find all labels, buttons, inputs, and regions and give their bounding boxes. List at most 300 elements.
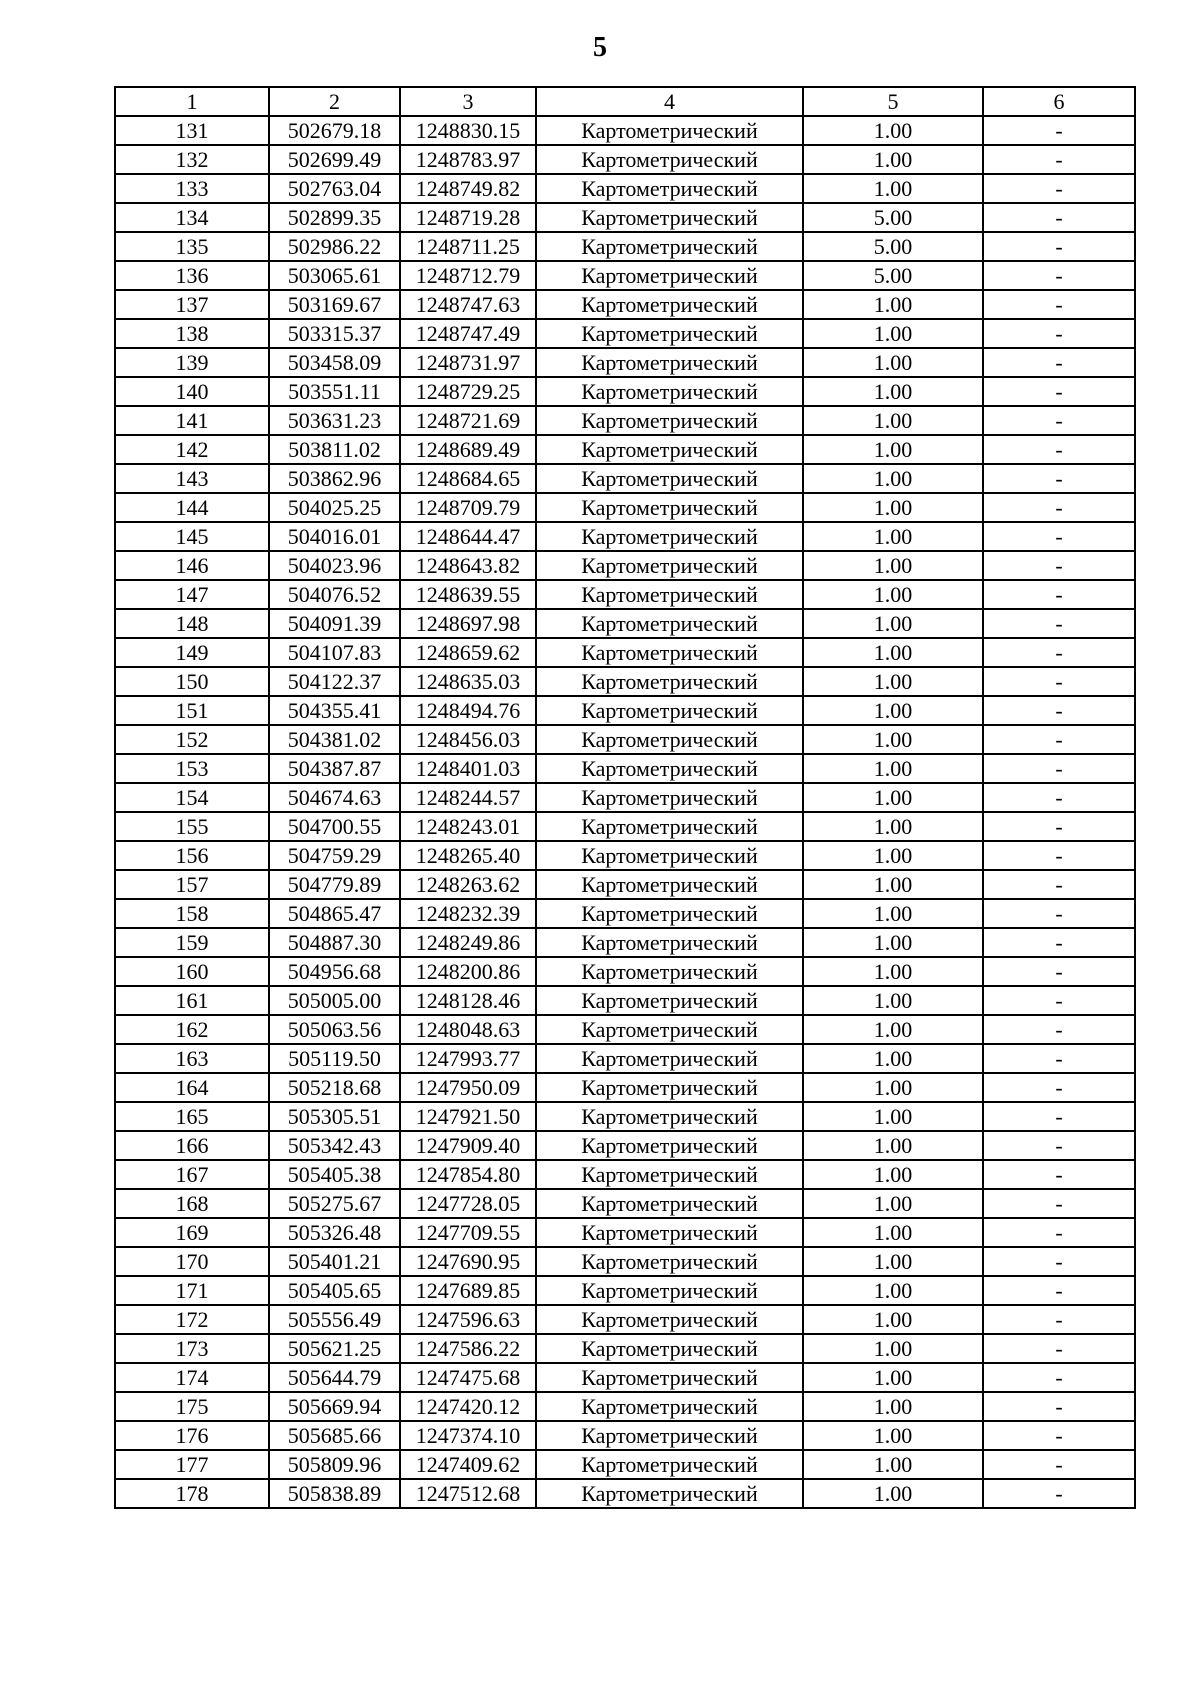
table-row	[115, 1305, 1135, 1334]
x-coordinate-cell: 504887.30	[269, 928, 400, 957]
accuracy-cell: 1.00	[803, 116, 983, 145]
note-cell: -	[983, 957, 1135, 986]
table-row	[115, 406, 1135, 435]
y-coordinate-cell: 1248401.03	[400, 754, 536, 783]
table-row	[115, 696, 1135, 725]
accuracy-cell: 1.00	[803, 377, 983, 406]
y-coordinate-cell: 1248697.98	[400, 609, 536, 638]
accuracy-cell: 1.00	[803, 1218, 983, 1247]
x-coordinate-cell: 504025.25	[269, 493, 400, 522]
note-cell: -	[983, 812, 1135, 841]
method-cell: Картометрический	[536, 435, 803, 464]
table-row	[115, 1363, 1135, 1392]
note-cell: -	[983, 783, 1135, 812]
y-coordinate-cell: 1247690.95	[400, 1247, 536, 1276]
table-row	[115, 725, 1135, 754]
table-row	[115, 1479, 1135, 1508]
method-cell: Картометрический	[536, 1363, 803, 1392]
y-coordinate-cell: 1248456.03	[400, 725, 536, 754]
x-coordinate-cell: 504381.02	[269, 725, 400, 754]
point-number-cell: 154	[115, 783, 269, 812]
x-coordinate-cell: 504076.52	[269, 580, 400, 609]
y-coordinate-cell: 1248244.57	[400, 783, 536, 812]
y-coordinate-cell: 1248689.49	[400, 435, 536, 464]
y-coordinate-cell: 1248721.69	[400, 406, 536, 435]
point-number-cell: 144	[115, 493, 269, 522]
method-cell: Картометрический	[536, 1334, 803, 1363]
accuracy-cell: 1.00	[803, 464, 983, 493]
table-row	[115, 870, 1135, 899]
note-cell: -	[983, 1102, 1135, 1131]
note-cell: -	[983, 580, 1135, 609]
table-row	[115, 261, 1135, 290]
point-number-cell: 146	[115, 551, 269, 580]
note-cell: -	[983, 1189, 1135, 1218]
accuracy-cell: 1.00	[803, 667, 983, 696]
method-cell: Картометрический	[536, 1392, 803, 1421]
x-coordinate-cell: 505218.68	[269, 1073, 400, 1102]
x-coordinate-cell: 505838.89	[269, 1479, 400, 1508]
table-row	[115, 841, 1135, 870]
table-row	[115, 493, 1135, 522]
accuracy-cell: 1.00	[803, 870, 983, 899]
note-cell: -	[983, 1131, 1135, 1160]
method-cell: Картометрический	[536, 783, 803, 812]
x-coordinate-cell: 504122.37	[269, 667, 400, 696]
method-cell: Картометрический	[536, 667, 803, 696]
y-coordinate-cell: 1248249.86	[400, 928, 536, 957]
table-row	[115, 1044, 1135, 1073]
table-row	[115, 348, 1135, 377]
point-number-cell: 163	[115, 1044, 269, 1073]
y-coordinate-cell: 1247993.77	[400, 1044, 536, 1073]
table-row	[115, 580, 1135, 609]
method-cell: Картометрический	[536, 1421, 803, 1450]
point-number-cell: 147	[115, 580, 269, 609]
point-number-cell: 152	[115, 725, 269, 754]
note-cell: -	[983, 348, 1135, 377]
table-row	[115, 986, 1135, 1015]
x-coordinate-cell: 503631.23	[269, 406, 400, 435]
y-coordinate-cell: 1247409.62	[400, 1450, 536, 1479]
y-coordinate-cell: 1248263.62	[400, 870, 536, 899]
method-cell: Картометрический	[536, 348, 803, 377]
note-cell: -	[983, 1334, 1135, 1363]
point-number-cell: 167	[115, 1160, 269, 1189]
table-row	[115, 1334, 1135, 1363]
accuracy-cell: 1.00	[803, 754, 983, 783]
x-coordinate-cell: 505119.50	[269, 1044, 400, 1073]
point-number-cell: 177	[115, 1450, 269, 1479]
method-cell: Картометрический	[536, 899, 803, 928]
point-number-cell: 168	[115, 1189, 269, 1218]
coordinates-table	[114, 86, 1136, 1509]
accuracy-cell: 1.00	[803, 551, 983, 580]
y-coordinate-cell: 1248232.39	[400, 899, 536, 928]
method-cell: Картометрический	[536, 261, 803, 290]
point-number-cell: 149	[115, 638, 269, 667]
x-coordinate-cell: 505305.51	[269, 1102, 400, 1131]
accuracy-cell: 1.00	[803, 899, 983, 928]
table-row	[115, 1247, 1135, 1276]
table-row	[115, 435, 1135, 464]
table-row	[115, 1160, 1135, 1189]
accuracy-cell: 1.00	[803, 1247, 983, 1276]
accuracy-cell: 1.00	[803, 1363, 983, 1392]
method-cell: Картометрический	[536, 725, 803, 754]
y-coordinate-cell: 1248494.76	[400, 696, 536, 725]
accuracy-cell: 1.00	[803, 812, 983, 841]
y-coordinate-cell: 1247374.10	[400, 1421, 536, 1450]
point-number-cell: 132	[115, 145, 269, 174]
method-cell: Картометрический	[536, 551, 803, 580]
method-cell: Картометрический	[536, 203, 803, 232]
note-cell: -	[983, 261, 1135, 290]
point-number-cell: 140	[115, 377, 269, 406]
x-coordinate-cell: 505275.67	[269, 1189, 400, 1218]
point-number-cell: 159	[115, 928, 269, 957]
point-number-cell: 164	[115, 1073, 269, 1102]
table-row	[115, 667, 1135, 696]
accuracy-cell: 1.00	[803, 290, 983, 319]
note-cell: -	[983, 522, 1135, 551]
table-row	[115, 1421, 1135, 1450]
x-coordinate-cell: 505063.56	[269, 1015, 400, 1044]
accuracy-cell: 1.00	[803, 493, 983, 522]
point-number-cell: 174	[115, 1363, 269, 1392]
accuracy-cell: 1.00	[803, 1334, 983, 1363]
point-number-cell: 171	[115, 1276, 269, 1305]
note-cell: -	[983, 464, 1135, 493]
y-coordinate-cell: 1248048.63	[400, 1015, 536, 1044]
note-cell: -	[983, 232, 1135, 261]
accuracy-cell: 1.00	[803, 1392, 983, 1421]
table-row	[115, 290, 1135, 319]
x-coordinate-cell: 502679.18	[269, 116, 400, 145]
y-coordinate-cell: 1248243.01	[400, 812, 536, 841]
method-cell: Картометрический	[536, 957, 803, 986]
method-cell: Картометрический	[536, 986, 803, 1015]
y-coordinate-cell: 1248639.55	[400, 580, 536, 609]
method-cell: Картометрический	[536, 754, 803, 783]
y-coordinate-cell: 1248747.63	[400, 290, 536, 319]
method-cell: Картометрический	[536, 1247, 803, 1276]
x-coordinate-cell: 504865.47	[269, 899, 400, 928]
note-cell: -	[983, 493, 1135, 522]
method-cell: Картометрический	[536, 870, 803, 899]
y-coordinate-cell: 1248711.25	[400, 232, 536, 261]
table-row	[115, 783, 1135, 812]
accuracy-cell: 1.00	[803, 1305, 983, 1334]
accuracy-cell: 1.00	[803, 1276, 983, 1305]
accuracy-cell: 1.00	[803, 1421, 983, 1450]
method-cell: Картометрический	[536, 1102, 803, 1131]
point-number-cell: 138	[115, 319, 269, 348]
method-cell: Картометрический	[536, 1044, 803, 1073]
table-row	[115, 1131, 1135, 1160]
accuracy-cell: 1.00	[803, 174, 983, 203]
note-cell: -	[983, 1073, 1135, 1102]
header-cell: 4	[536, 87, 803, 116]
table-row	[115, 899, 1135, 928]
method-cell: Картометрический	[536, 319, 803, 348]
table-row	[115, 145, 1135, 174]
note-cell: -	[983, 203, 1135, 232]
y-coordinate-cell: 1248200.86	[400, 957, 536, 986]
x-coordinate-cell: 502763.04	[269, 174, 400, 203]
table-row	[115, 638, 1135, 667]
method-cell: Картометрический	[536, 928, 803, 957]
method-cell: Картометрический	[536, 609, 803, 638]
point-number-cell: 176	[115, 1421, 269, 1450]
note-cell: -	[983, 406, 1135, 435]
y-coordinate-cell: 1247586.22	[400, 1334, 536, 1363]
note-cell: -	[983, 1450, 1135, 1479]
table-row	[115, 1015, 1135, 1044]
x-coordinate-cell: 505405.38	[269, 1160, 400, 1189]
y-coordinate-cell: 1247596.63	[400, 1305, 536, 1334]
note-cell: -	[983, 145, 1135, 174]
x-coordinate-cell: 502699.49	[269, 145, 400, 174]
y-coordinate-cell: 1248128.46	[400, 986, 536, 1015]
x-coordinate-cell: 504023.96	[269, 551, 400, 580]
x-coordinate-cell: 504091.39	[269, 609, 400, 638]
note-cell: -	[983, 1015, 1135, 1044]
accuracy-cell: 1.00	[803, 986, 983, 1015]
table-row	[115, 551, 1135, 580]
table-row	[115, 609, 1135, 638]
method-cell: Картометрический	[536, 1131, 803, 1160]
method-cell: Картометрический	[536, 493, 803, 522]
y-coordinate-cell: 1248709.79	[400, 493, 536, 522]
y-coordinate-cell: 1248265.40	[400, 841, 536, 870]
method-cell: Картометрический	[536, 1450, 803, 1479]
table-row	[115, 1218, 1135, 1247]
table-row	[115, 1392, 1135, 1421]
accuracy-cell: 1.00	[803, 928, 983, 957]
accuracy-cell: 5.00	[803, 203, 983, 232]
method-cell: Картометрический	[536, 1189, 803, 1218]
point-number-cell: 175	[115, 1392, 269, 1421]
header-cell: 2	[269, 87, 400, 116]
method-cell: Картометрический	[536, 1073, 803, 1102]
note-cell: -	[983, 377, 1135, 406]
table-row	[115, 1450, 1135, 1479]
method-cell: Картометрический	[536, 290, 803, 319]
table-row	[115, 1276, 1135, 1305]
method-cell: Картометрический	[536, 580, 803, 609]
y-coordinate-cell: 1247909.40	[400, 1131, 536, 1160]
table-row	[115, 522, 1135, 551]
accuracy-cell: 1.00	[803, 1102, 983, 1131]
note-cell: -	[983, 319, 1135, 348]
accuracy-cell: 1.00	[803, 783, 983, 812]
point-number-cell: 160	[115, 957, 269, 986]
accuracy-cell: 1.00	[803, 319, 983, 348]
note-cell: -	[983, 754, 1135, 783]
table-row	[115, 1189, 1135, 1218]
method-cell: Картометрический	[536, 696, 803, 725]
table-row	[115, 319, 1135, 348]
note-cell: -	[983, 899, 1135, 928]
accuracy-cell: 1.00	[803, 1160, 983, 1189]
y-coordinate-cell: 1248783.97	[400, 145, 536, 174]
method-cell: Картометрический	[536, 377, 803, 406]
x-coordinate-cell: 504779.89	[269, 870, 400, 899]
accuracy-cell: 1.00	[803, 1073, 983, 1102]
x-coordinate-cell: 505644.79	[269, 1363, 400, 1392]
y-coordinate-cell: 1248635.03	[400, 667, 536, 696]
table-row	[115, 1102, 1135, 1131]
note-cell: -	[983, 1421, 1135, 1450]
point-number-cell: 173	[115, 1334, 269, 1363]
point-number-cell: 169	[115, 1218, 269, 1247]
accuracy-cell: 1.00	[803, 957, 983, 986]
x-coordinate-cell: 504355.41	[269, 696, 400, 725]
method-cell: Картометрический	[536, 1305, 803, 1334]
note-cell: -	[983, 1479, 1135, 1508]
accuracy-cell: 1.00	[803, 696, 983, 725]
method-cell: Картометрический	[536, 1276, 803, 1305]
header-cell: 3	[400, 87, 536, 116]
point-number-cell: 157	[115, 870, 269, 899]
x-coordinate-cell: 505005.00	[269, 986, 400, 1015]
y-coordinate-cell: 1247475.68	[400, 1363, 536, 1392]
note-cell: -	[983, 1392, 1135, 1421]
note-cell: -	[983, 116, 1135, 145]
note-cell: -	[983, 841, 1135, 870]
point-number-cell: 161	[115, 986, 269, 1015]
x-coordinate-cell: 503862.96	[269, 464, 400, 493]
note-cell: -	[983, 667, 1135, 696]
point-number-cell: 136	[115, 261, 269, 290]
x-coordinate-cell: 504759.29	[269, 841, 400, 870]
y-coordinate-cell: 1248719.28	[400, 203, 536, 232]
note-cell: -	[983, 551, 1135, 580]
header-cell: 1	[115, 87, 269, 116]
note-cell: -	[983, 435, 1135, 464]
y-coordinate-cell: 1247950.09	[400, 1073, 536, 1102]
accuracy-cell: 1.00	[803, 725, 983, 754]
accuracy-cell: 1.00	[803, 841, 983, 870]
y-coordinate-cell: 1248747.49	[400, 319, 536, 348]
x-coordinate-cell: 502899.35	[269, 203, 400, 232]
note-cell: -	[983, 1305, 1135, 1334]
point-number-cell: 151	[115, 696, 269, 725]
x-coordinate-cell: 504674.63	[269, 783, 400, 812]
point-number-cell: 142	[115, 435, 269, 464]
method-cell: Картометрический	[536, 1479, 803, 1508]
header-cell: 6	[983, 87, 1135, 116]
accuracy-cell: 1.00	[803, 609, 983, 638]
note-cell: -	[983, 1044, 1135, 1073]
y-coordinate-cell: 1247854.80	[400, 1160, 536, 1189]
note-cell: -	[983, 870, 1135, 899]
point-number-cell: 137	[115, 290, 269, 319]
accuracy-cell: 1.00	[803, 1450, 983, 1479]
accuracy-cell: 1.00	[803, 145, 983, 174]
x-coordinate-cell: 505342.43	[269, 1131, 400, 1160]
note-cell: -	[983, 1218, 1135, 1247]
table-row	[115, 1073, 1135, 1102]
table-row	[115, 174, 1135, 203]
method-cell: Картометрический	[536, 116, 803, 145]
table-row	[115, 377, 1135, 406]
y-coordinate-cell: 1248643.82	[400, 551, 536, 580]
accuracy-cell: 1.00	[803, 580, 983, 609]
point-number-cell: 134	[115, 203, 269, 232]
page-number: 5	[593, 32, 607, 63]
x-coordinate-cell: 503315.37	[269, 319, 400, 348]
y-coordinate-cell: 1247921.50	[400, 1102, 536, 1131]
note-cell: -	[983, 986, 1135, 1015]
point-number-cell: 156	[115, 841, 269, 870]
note-cell: -	[983, 290, 1135, 319]
x-coordinate-cell: 503065.61	[269, 261, 400, 290]
note-cell: -	[983, 174, 1135, 203]
accuracy-cell: 1.00	[803, 1479, 983, 1508]
x-coordinate-cell: 504387.87	[269, 754, 400, 783]
y-coordinate-cell: 1248731.97	[400, 348, 536, 377]
point-number-cell: 148	[115, 609, 269, 638]
table-body	[115, 116, 1135, 1508]
table-row	[115, 754, 1135, 783]
method-cell: Картометрический	[536, 638, 803, 667]
point-number-cell: 170	[115, 1247, 269, 1276]
point-number-cell: 158	[115, 899, 269, 928]
method-cell: Картометрический	[536, 841, 803, 870]
accuracy-cell: 5.00	[803, 261, 983, 290]
point-number-cell: 133	[115, 174, 269, 203]
x-coordinate-cell: 504956.68	[269, 957, 400, 986]
note-cell: -	[983, 1363, 1135, 1392]
note-cell: -	[983, 638, 1135, 667]
x-coordinate-cell: 505405.65	[269, 1276, 400, 1305]
y-coordinate-cell: 1248729.25	[400, 377, 536, 406]
accuracy-cell: 1.00	[803, 1044, 983, 1073]
y-coordinate-cell: 1248712.79	[400, 261, 536, 290]
x-coordinate-cell: 505556.49	[269, 1305, 400, 1334]
accuracy-cell: 1.00	[803, 1131, 983, 1160]
accuracy-cell: 1.00	[803, 348, 983, 377]
x-coordinate-cell: 505809.96	[269, 1450, 400, 1479]
point-number-cell: 153	[115, 754, 269, 783]
x-coordinate-cell: 504107.83	[269, 638, 400, 667]
x-coordinate-cell: 503551.11	[269, 377, 400, 406]
method-cell: Картометрический	[536, 812, 803, 841]
point-number-cell: 155	[115, 812, 269, 841]
x-coordinate-cell: 503169.67	[269, 290, 400, 319]
y-coordinate-cell: 1248644.47	[400, 522, 536, 551]
point-number-cell: 131	[115, 116, 269, 145]
note-cell: -	[983, 1160, 1135, 1189]
note-cell: -	[983, 609, 1135, 638]
method-cell: Картометрический	[536, 464, 803, 493]
point-number-cell: 135	[115, 232, 269, 261]
y-coordinate-cell: 1247728.05	[400, 1189, 536, 1218]
note-cell: -	[983, 928, 1135, 957]
point-number-cell: 178	[115, 1479, 269, 1508]
y-coordinate-cell: 1247420.12	[400, 1392, 536, 1421]
point-number-cell: 172	[115, 1305, 269, 1334]
method-cell: Картометрический	[536, 145, 803, 174]
accuracy-cell: 1.00	[803, 1015, 983, 1044]
note-cell: -	[983, 725, 1135, 754]
accuracy-cell: 1.00	[803, 638, 983, 667]
accuracy-cell: 5.00	[803, 232, 983, 261]
method-cell: Картометрический	[536, 406, 803, 435]
point-number-cell: 150	[115, 667, 269, 696]
